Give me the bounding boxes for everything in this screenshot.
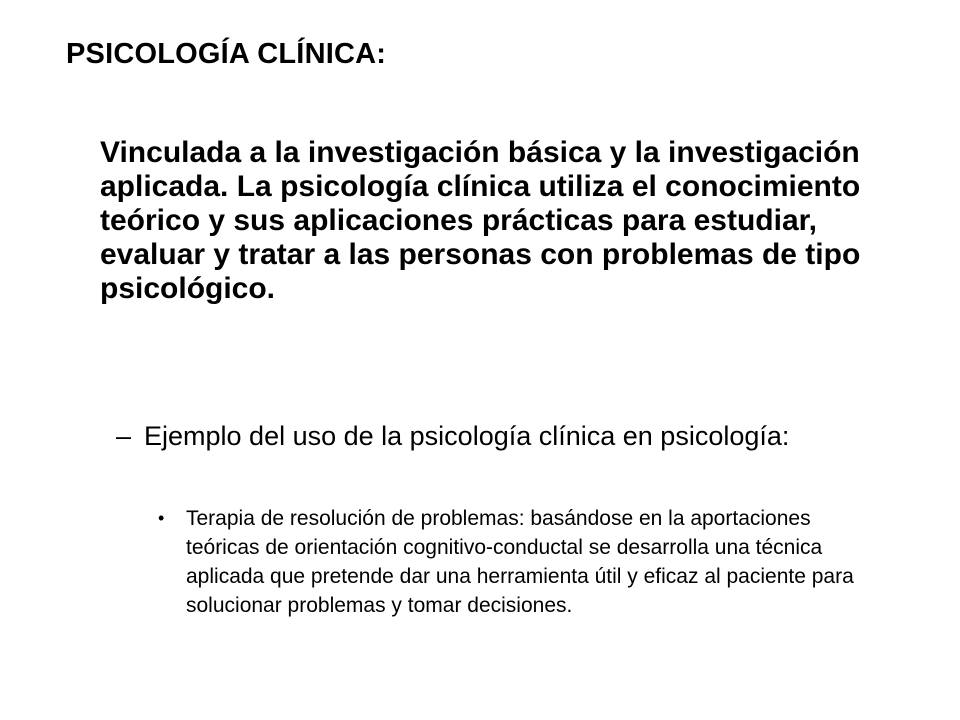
slide-title: PSICOLOGÍA CLÍNICA: (66, 38, 387, 70)
bullet-item (158, 504, 858, 620)
main-paragraph: Vinculada a la investigación básica y la investigación aplicada. La psicología clínica utiliza el conocimiento teórico y sus aplicaciones prácticas para estudiar, evaluar y tratar a las personas con problemas de tipo psicológico. (100, 136, 861, 305)
bullet-marker: • (158, 508, 165, 528)
example-heading-text: Ejemplo del uso de la psicología clínica en psicología: (144, 421, 790, 451)
example-heading (116, 420, 789, 452)
bullet-text: Terapia de resolución de problemas: basándose en la aportaciones teóricas de orientación cognitivo-conductal se desarrolla una técnica aplicada que pretende dar una herramienta útil y eficaz al paciente para solucionar problemas y tomar decisiones. (186, 507, 854, 617)
dash-marker: – (116, 421, 132, 451)
